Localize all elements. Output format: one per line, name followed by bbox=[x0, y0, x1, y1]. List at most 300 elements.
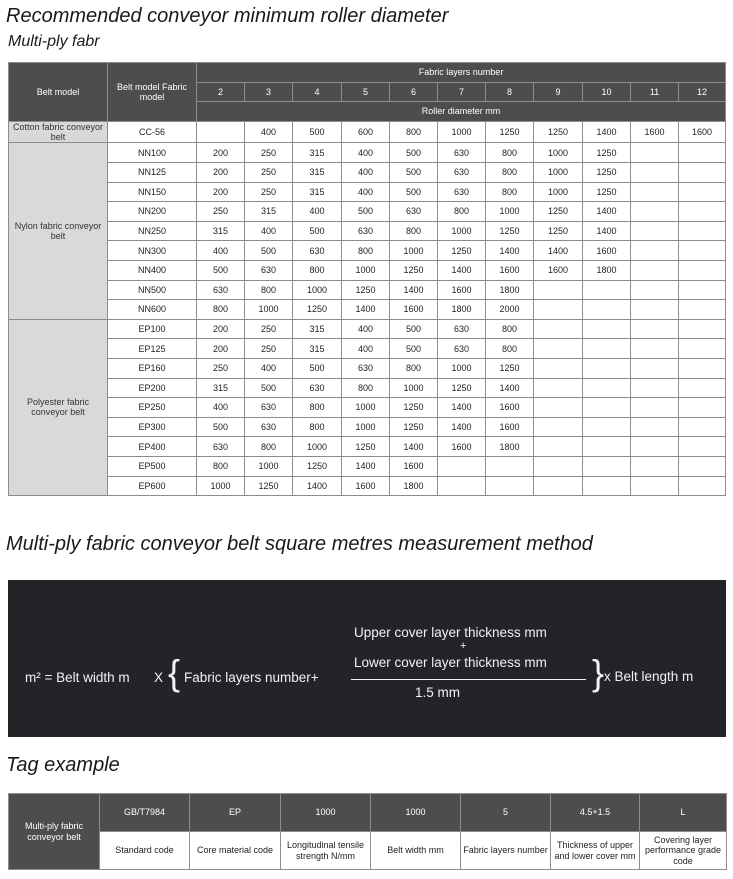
diameter-cell: 1600 bbox=[438, 437, 486, 457]
table-row bbox=[9, 476, 726, 496]
diameter-cell bbox=[534, 398, 583, 418]
diameter-cell: 1400 bbox=[293, 476, 342, 496]
diameter-cell: 630 bbox=[293, 378, 342, 398]
formula-close-brace: } bbox=[592, 652, 605, 693]
diameter-cell: 1400 bbox=[438, 417, 486, 437]
page-title: Recommended conveyor minimum roller diameter bbox=[6, 5, 449, 27]
diameter-cell: 1250 bbox=[534, 221, 583, 241]
diameter-cell: 630 bbox=[342, 221, 390, 241]
fabric-model-cell: EP300 bbox=[108, 417, 197, 437]
table-row bbox=[9, 241, 726, 261]
formula-open-brace: { bbox=[168, 652, 181, 693]
diameter-cell: 315 bbox=[293, 182, 342, 202]
fabric-model-cell: EP160 bbox=[108, 359, 197, 379]
diameter-cell: 1000 bbox=[245, 300, 293, 320]
diameter-cell bbox=[631, 319, 679, 339]
diameter-cell: 400 bbox=[342, 339, 390, 359]
diameter-cell bbox=[679, 261, 726, 281]
diameter-cell: 800 bbox=[486, 339, 534, 359]
diameter-cell bbox=[679, 378, 726, 398]
diameter-cell bbox=[679, 398, 726, 418]
fabric-model-cell: CC-56 bbox=[108, 121, 197, 143]
header-layer-number: 2 bbox=[197, 82, 245, 102]
diameter-cell: 200 bbox=[197, 163, 245, 183]
table-row bbox=[9, 359, 726, 379]
header-layer-number: 11 bbox=[631, 82, 679, 102]
tag-value-thickness: 4.5+1.5 bbox=[551, 794, 640, 832]
table-row bbox=[9, 221, 726, 241]
diameter-cell bbox=[534, 339, 583, 359]
diameter-cell: 400 bbox=[342, 163, 390, 183]
header-roller-diameter: Roller diameter mm bbox=[197, 102, 726, 122]
diameter-cell bbox=[679, 202, 726, 222]
diameter-cell: 1400 bbox=[486, 378, 534, 398]
diameter-cell: 1400 bbox=[390, 280, 438, 300]
diameter-cell bbox=[583, 280, 631, 300]
diameter-cell: 1250 bbox=[486, 221, 534, 241]
diameter-cell: 630 bbox=[342, 359, 390, 379]
diameter-cell: 630 bbox=[438, 143, 486, 163]
diameter-cell: 250 bbox=[245, 319, 293, 339]
diameter-cell: 1250 bbox=[342, 280, 390, 300]
tag-belt-label: Multi-ply fabric conveyor belt bbox=[9, 794, 100, 870]
diameter-cell bbox=[583, 378, 631, 398]
diameter-cell: 800 bbox=[486, 143, 534, 163]
diameter-cell bbox=[534, 300, 583, 320]
diameter-cell: 1250 bbox=[293, 300, 342, 320]
diameter-cell: 315 bbox=[293, 143, 342, 163]
diameter-cell bbox=[679, 163, 726, 183]
table-row bbox=[9, 437, 726, 457]
fabric-model-cell: NN600 bbox=[108, 300, 197, 320]
diameter-cell bbox=[679, 476, 726, 496]
diameter-cell: 250 bbox=[197, 202, 245, 222]
diameter-cell: 500 bbox=[245, 241, 293, 261]
diameter-cell: 250 bbox=[245, 182, 293, 202]
table-row bbox=[9, 121, 726, 143]
diameter-cell: 250 bbox=[245, 339, 293, 359]
formula-denominator: 1.5 mm bbox=[415, 685, 461, 700]
table-row bbox=[9, 398, 726, 418]
diameter-cell: 500 bbox=[197, 261, 245, 281]
fabric-model-cell: EP500 bbox=[108, 456, 197, 476]
table-row bbox=[9, 143, 726, 163]
diameter-cell: 1600 bbox=[679, 121, 726, 143]
diameter-cell: 1400 bbox=[486, 241, 534, 261]
diameter-cell: 800 bbox=[197, 300, 245, 320]
fabric-model-cell: NN300 bbox=[108, 241, 197, 261]
diameter-cell bbox=[631, 221, 679, 241]
tag-example-table bbox=[8, 793, 727, 870]
diameter-cell: 1800 bbox=[486, 437, 534, 457]
table-row bbox=[9, 202, 726, 222]
diameter-cell bbox=[679, 456, 726, 476]
diameter-cell: 1000 bbox=[390, 378, 438, 398]
header-layer-number: 3 bbox=[245, 82, 293, 102]
diameter-cell bbox=[534, 280, 583, 300]
tag-desc-standard: Standard code bbox=[100, 832, 190, 870]
diameter-cell: 400 bbox=[342, 182, 390, 202]
diameter-cell: 1250 bbox=[293, 456, 342, 476]
diameter-cell: 630 bbox=[245, 417, 293, 437]
diameter-cell: 630 bbox=[293, 241, 342, 261]
diameter-cell: 800 bbox=[390, 221, 438, 241]
diameter-cell: 500 bbox=[293, 359, 342, 379]
diameter-cell: 630 bbox=[438, 182, 486, 202]
diameter-cell bbox=[679, 319, 726, 339]
roller-diameter-table bbox=[8, 62, 726, 496]
formula-numerator-lower: Lower cover layer thickness mm bbox=[354, 655, 547, 670]
formula-plus: + bbox=[460, 640, 467, 652]
fabric-model-cell: EP125 bbox=[108, 339, 197, 359]
diameter-cell bbox=[583, 437, 631, 457]
tag-value-layers: 5 bbox=[461, 794, 551, 832]
diameter-cell bbox=[679, 182, 726, 202]
diameter-cell: 630 bbox=[245, 398, 293, 418]
diameter-cell: 1400 bbox=[583, 121, 631, 143]
fabric-model-cell: EP400 bbox=[108, 437, 197, 457]
table-row bbox=[9, 339, 726, 359]
diameter-cell bbox=[679, 339, 726, 359]
diameter-cell: 1250 bbox=[534, 202, 583, 222]
diameter-cell: 250 bbox=[245, 163, 293, 183]
diameter-cell: 500 bbox=[197, 417, 245, 437]
belt-group-label: Nylon fabric conveyor belt bbox=[9, 143, 108, 319]
tag-desc-layers: Fabric layers number bbox=[461, 832, 551, 870]
diameter-cell: 630 bbox=[197, 280, 245, 300]
fabric-model-cell: EP600 bbox=[108, 476, 197, 496]
diameter-cell: 400 bbox=[342, 319, 390, 339]
fabric-model-cell: NN200 bbox=[108, 202, 197, 222]
formula-fabric-term: Fabric layers number+ bbox=[184, 670, 319, 685]
diameter-cell: 315 bbox=[293, 339, 342, 359]
diameter-cell: 1600 bbox=[438, 280, 486, 300]
tag-desc-material: Core material code bbox=[190, 832, 281, 870]
tag-desc-width: Belt width mm bbox=[371, 832, 461, 870]
diameter-cell: 315 bbox=[197, 221, 245, 241]
diameter-cell bbox=[631, 300, 679, 320]
diameter-cell bbox=[583, 417, 631, 437]
diameter-cell: 1800 bbox=[583, 261, 631, 281]
diameter-cell: 200 bbox=[197, 143, 245, 163]
diameter-cell bbox=[679, 359, 726, 379]
diameter-cell: 600 bbox=[342, 121, 390, 143]
diameter-cell: 800 bbox=[390, 359, 438, 379]
diameter-cell: 630 bbox=[438, 163, 486, 183]
diameter-cell: 1600 bbox=[583, 241, 631, 261]
diameter-cell: 315 bbox=[293, 163, 342, 183]
diameter-cell: 800 bbox=[486, 182, 534, 202]
diameter-cell bbox=[438, 456, 486, 476]
roller-table-body bbox=[9, 63, 726, 496]
diameter-cell: 500 bbox=[342, 202, 390, 222]
fabric-model-cell: NN500 bbox=[108, 280, 197, 300]
diameter-cell bbox=[534, 456, 583, 476]
diameter-cell: 500 bbox=[390, 339, 438, 359]
diameter-cell: 500 bbox=[245, 378, 293, 398]
table-row bbox=[9, 300, 726, 320]
tag-value-material: EP bbox=[190, 794, 281, 832]
diameter-cell: 1000 bbox=[438, 221, 486, 241]
diameter-cell: 1000 bbox=[293, 280, 342, 300]
diameter-cell: 1250 bbox=[438, 241, 486, 261]
header-belt-model: Belt model bbox=[9, 63, 108, 122]
diameter-cell: 500 bbox=[390, 319, 438, 339]
tag-desc-grade: Covering layer performance grade code bbox=[640, 832, 727, 870]
table-row bbox=[9, 417, 726, 437]
diameter-cell bbox=[583, 398, 631, 418]
fabric-model-cell: NN150 bbox=[108, 182, 197, 202]
diameter-cell: 400 bbox=[342, 143, 390, 163]
diameter-cell: 500 bbox=[390, 143, 438, 163]
diameter-cell bbox=[631, 378, 679, 398]
diameter-cell: 1000 bbox=[342, 417, 390, 437]
diameter-cell: 1250 bbox=[583, 163, 631, 183]
diameter-cell: 1000 bbox=[342, 398, 390, 418]
diameter-cell: 1800 bbox=[390, 476, 438, 496]
table-row bbox=[9, 456, 726, 476]
diameter-cell: 1600 bbox=[486, 261, 534, 281]
diameter-cell bbox=[534, 378, 583, 398]
diameter-cell: 1800 bbox=[486, 280, 534, 300]
diameter-cell bbox=[534, 437, 583, 457]
page-subtitle: Multi-ply fabr bbox=[8, 33, 100, 50]
diameter-cell: 500 bbox=[390, 182, 438, 202]
tag-example-title: Tag example bbox=[6, 754, 120, 776]
diameter-cell: 400 bbox=[197, 241, 245, 261]
diameter-cell: 500 bbox=[293, 121, 342, 143]
table-row bbox=[9, 280, 726, 300]
diameter-cell: 1000 bbox=[390, 241, 438, 261]
diameter-cell bbox=[679, 437, 726, 457]
diameter-cell: 1400 bbox=[438, 261, 486, 281]
tag-value-grade: L bbox=[640, 794, 727, 832]
diameter-cell: 400 bbox=[245, 221, 293, 241]
diameter-cell: 1250 bbox=[342, 437, 390, 457]
diameter-cell: 315 bbox=[293, 319, 342, 339]
fabric-model-cell: NN100 bbox=[108, 143, 197, 163]
diameter-cell: 800 bbox=[293, 417, 342, 437]
diameter-cell: 800 bbox=[342, 241, 390, 261]
belt-group-label: Cotton fabric conveyor belt bbox=[9, 121, 108, 143]
diameter-cell: 200 bbox=[197, 339, 245, 359]
diameter-cell bbox=[679, 280, 726, 300]
diameter-cell: 1400 bbox=[390, 437, 438, 457]
fraction-line bbox=[351, 679, 586, 680]
diameter-cell: 1400 bbox=[534, 241, 583, 261]
diameter-cell bbox=[583, 456, 631, 476]
diameter-cell bbox=[679, 417, 726, 437]
diameter-cell: 1600 bbox=[486, 417, 534, 437]
diameter-cell: 800 bbox=[486, 163, 534, 183]
measurement-title: Multi-ply fabric conveyor belt square metres measurement method bbox=[6, 533, 593, 555]
diameter-cell bbox=[534, 359, 583, 379]
diameter-cell bbox=[583, 300, 631, 320]
diameter-cell: 315 bbox=[245, 202, 293, 222]
diameter-cell bbox=[631, 398, 679, 418]
diameter-cell bbox=[534, 417, 583, 437]
table-header-row bbox=[9, 63, 726, 83]
formula-rhs: x Belt length m bbox=[604, 669, 694, 684]
diameter-cell: 1600 bbox=[390, 300, 438, 320]
diameter-cell bbox=[438, 476, 486, 496]
formula-times: X bbox=[154, 670, 164, 685]
diameter-cell: 400 bbox=[245, 121, 293, 143]
header-layer-number: 8 bbox=[486, 82, 534, 102]
diameter-cell: 1250 bbox=[390, 261, 438, 281]
header-layer-number: 4 bbox=[293, 82, 342, 102]
diameter-cell bbox=[631, 163, 679, 183]
header-layer-number: 10 bbox=[583, 82, 631, 102]
table-row bbox=[9, 182, 726, 202]
header-layer-number: 12 bbox=[679, 82, 726, 102]
fabric-model-cell: EP200 bbox=[108, 378, 197, 398]
diameter-cell: 800 bbox=[342, 378, 390, 398]
diameter-cell: 315 bbox=[197, 378, 245, 398]
table-row bbox=[9, 319, 726, 339]
diameter-cell: 500 bbox=[293, 221, 342, 241]
diameter-cell bbox=[583, 319, 631, 339]
diameter-cell: 630 bbox=[438, 339, 486, 359]
table-row bbox=[9, 163, 726, 183]
diameter-cell: 1250 bbox=[390, 417, 438, 437]
diameter-cell: 500 bbox=[390, 163, 438, 183]
diameter-cell: 200 bbox=[197, 319, 245, 339]
diameter-cell bbox=[631, 359, 679, 379]
header-layer-number: 6 bbox=[390, 82, 438, 102]
diameter-cell bbox=[631, 182, 679, 202]
diameter-cell: 1250 bbox=[390, 398, 438, 418]
diameter-cell: 1000 bbox=[197, 476, 245, 496]
diameter-cell: 1600 bbox=[631, 121, 679, 143]
diameter-cell: 1250 bbox=[486, 121, 534, 143]
diameter-cell: 400 bbox=[293, 202, 342, 222]
diameter-cell: 1000 bbox=[293, 437, 342, 457]
diameter-cell bbox=[679, 221, 726, 241]
diameter-cell: 800 bbox=[486, 319, 534, 339]
diameter-cell: 1000 bbox=[438, 359, 486, 379]
header-layer-number: 5 bbox=[342, 82, 390, 102]
diameter-cell: 1600 bbox=[390, 456, 438, 476]
diameter-cell: 800 bbox=[293, 398, 342, 418]
diameter-cell: 1250 bbox=[583, 182, 631, 202]
diameter-cell bbox=[631, 339, 679, 359]
diameter-cell: 800 bbox=[293, 261, 342, 281]
formula-lhs: m² = Belt width m bbox=[25, 670, 130, 685]
fabric-model-cell: EP250 bbox=[108, 398, 197, 418]
diameter-cell: 630 bbox=[245, 261, 293, 281]
tag-desc-strength: Longitudinal tensile strength N/mm bbox=[281, 832, 371, 870]
diameter-cell: 1600 bbox=[534, 261, 583, 281]
diameter-cell: 1400 bbox=[583, 202, 631, 222]
diameter-cell bbox=[631, 417, 679, 437]
diameter-cell bbox=[631, 456, 679, 476]
diameter-cell bbox=[631, 202, 679, 222]
diameter-cell: 630 bbox=[197, 437, 245, 457]
diameter-cell: 630 bbox=[390, 202, 438, 222]
diameter-cell: 1400 bbox=[438, 398, 486, 418]
diameter-cell bbox=[534, 476, 583, 496]
diameter-cell: 1000 bbox=[342, 261, 390, 281]
diameter-cell bbox=[631, 261, 679, 281]
diameter-cell: 1600 bbox=[486, 398, 534, 418]
diameter-cell bbox=[631, 241, 679, 261]
diameter-cell bbox=[583, 339, 631, 359]
header-layer-number: 7 bbox=[438, 82, 486, 102]
header-layer-number: 9 bbox=[534, 82, 583, 102]
fabric-model-cell: EP100 bbox=[108, 319, 197, 339]
diameter-cell: 1400 bbox=[583, 221, 631, 241]
diameter-cell: 800 bbox=[245, 437, 293, 457]
diameter-cell: 1000 bbox=[245, 456, 293, 476]
table-row bbox=[9, 378, 726, 398]
diameter-cell: 1250 bbox=[534, 121, 583, 143]
diameter-cell: 800 bbox=[390, 121, 438, 143]
diameter-cell bbox=[631, 280, 679, 300]
tag-value-width: 1000 bbox=[371, 794, 461, 832]
diameter-cell bbox=[679, 300, 726, 320]
diameter-cell: 1250 bbox=[438, 378, 486, 398]
diameter-cell: 250 bbox=[245, 143, 293, 163]
header-fabric-layers: Fabric layers number bbox=[197, 63, 726, 83]
table-row bbox=[9, 261, 726, 281]
tag-desc-thickness: Thickness of upper and lower cover mm bbox=[551, 832, 640, 870]
diameter-cell bbox=[486, 476, 534, 496]
formula-numerator-upper: Upper cover layer thickness mm bbox=[354, 625, 547, 640]
diameter-cell bbox=[631, 143, 679, 163]
diameter-cell bbox=[486, 456, 534, 476]
fabric-model-cell: NN250 bbox=[108, 221, 197, 241]
diameter-cell bbox=[534, 319, 583, 339]
diameter-cell: 1000 bbox=[534, 182, 583, 202]
tag-value-strength: 1000 bbox=[281, 794, 371, 832]
fabric-model-cell: NN125 bbox=[108, 163, 197, 183]
diameter-cell: 1250 bbox=[583, 143, 631, 163]
measurement-formula-panel bbox=[8, 580, 726, 737]
diameter-cell bbox=[679, 241, 726, 261]
diameter-cell bbox=[679, 143, 726, 163]
diameter-cell: 1600 bbox=[342, 476, 390, 496]
diameter-cell: 1400 bbox=[342, 300, 390, 320]
diameter-cell: 1000 bbox=[438, 121, 486, 143]
diameter-cell: 1000 bbox=[486, 202, 534, 222]
diameter-cell bbox=[583, 359, 631, 379]
diameter-cell bbox=[631, 476, 679, 496]
diameter-cell: 1000 bbox=[534, 163, 583, 183]
diameter-cell bbox=[197, 121, 245, 143]
diameter-cell: 250 bbox=[197, 359, 245, 379]
header-belt-fabric-model: Belt model Fabric model bbox=[108, 63, 197, 122]
tag-value-standard: GB/T7984 bbox=[100, 794, 190, 832]
diameter-cell bbox=[583, 476, 631, 496]
diameter-cell: 630 bbox=[438, 319, 486, 339]
diameter-cell: 200 bbox=[197, 182, 245, 202]
belt-group-label: Polyester fabric conveyor belt bbox=[9, 319, 108, 495]
diameter-cell: 1800 bbox=[438, 300, 486, 320]
diameter-cell: 1250 bbox=[245, 476, 293, 496]
fabric-model-cell: NN400 bbox=[108, 261, 197, 281]
diameter-cell bbox=[631, 437, 679, 457]
diameter-cell: 400 bbox=[245, 359, 293, 379]
diameter-cell: 400 bbox=[197, 398, 245, 418]
diameter-cell: 1250 bbox=[486, 359, 534, 379]
diameter-cell: 1400 bbox=[342, 456, 390, 476]
diameter-cell: 800 bbox=[245, 280, 293, 300]
diameter-cell: 800 bbox=[197, 456, 245, 476]
diameter-cell: 2000 bbox=[486, 300, 534, 320]
diameter-cell: 800 bbox=[438, 202, 486, 222]
diameter-cell: 1000 bbox=[534, 143, 583, 163]
